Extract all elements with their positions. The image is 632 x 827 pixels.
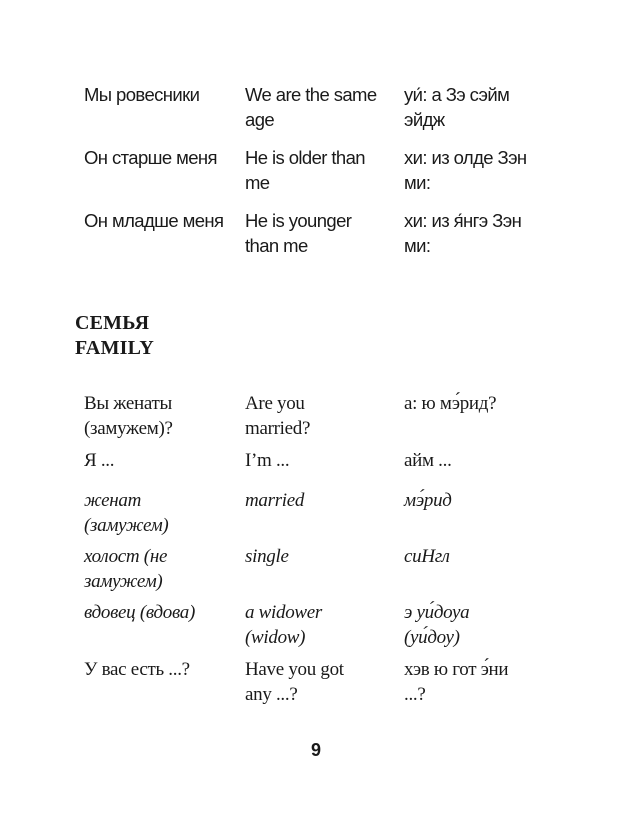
pronunciation: хи: из я́нгэ Зэн ми: [404, 210, 522, 256]
page-number: 9 [310, 740, 321, 760]
russian-phrase: Я ... [84, 450, 115, 471]
russian-phrase: У вас есть ...? [84, 659, 190, 680]
section-title-en: FAMILY [75, 337, 154, 359]
russian-phrase: женат (замужем) [84, 490, 169, 536]
english-phrase: Have you got any ...? [245, 659, 344, 705]
english-phrase: a widower (widow) [245, 602, 323, 648]
pronunciation: айм ... [404, 450, 452, 471]
pronunciation: хи: из олде Зэн ми: [404, 147, 527, 193]
russian-phrase: Он младше меня [84, 210, 224, 231]
russian-phrase: Мы ровесники [84, 84, 200, 105]
russian-phrase: холост (не замужем) [84, 546, 168, 592]
russian-phrase: Он старше меня [84, 147, 217, 168]
section-heading [75, 311, 154, 361]
pronunciation: хэв ю гот э́ни ...? [404, 659, 509, 705]
english-phrase: single [245, 546, 289, 567]
pronunciation: уи́: а Зэ сэйм эйдж [404, 84, 510, 130]
pronunciation: сиНгл [404, 546, 450, 567]
section-title-ru: СЕМЬЯ [75, 312, 150, 334]
pronunciation: мэ́рид [404, 490, 452, 511]
english-phrase: married [245, 490, 305, 511]
english-phrase: I’m ... [245, 450, 290, 471]
russian-phrase: вдовец (вдова) [84, 602, 195, 623]
russian-phrase: Вы женаты (замужем)? [84, 393, 173, 439]
english-phrase: He is younger than me [245, 210, 352, 256]
english-phrase: He is older than me [245, 147, 365, 193]
pronunciation: э уи́доуа (уи́доу) [404, 602, 470, 648]
pronunciation: а: ю мэ́рид? [404, 393, 497, 414]
english-phrase: Are you married? [245, 393, 311, 439]
english-phrase: We are the same age [245, 84, 377, 130]
